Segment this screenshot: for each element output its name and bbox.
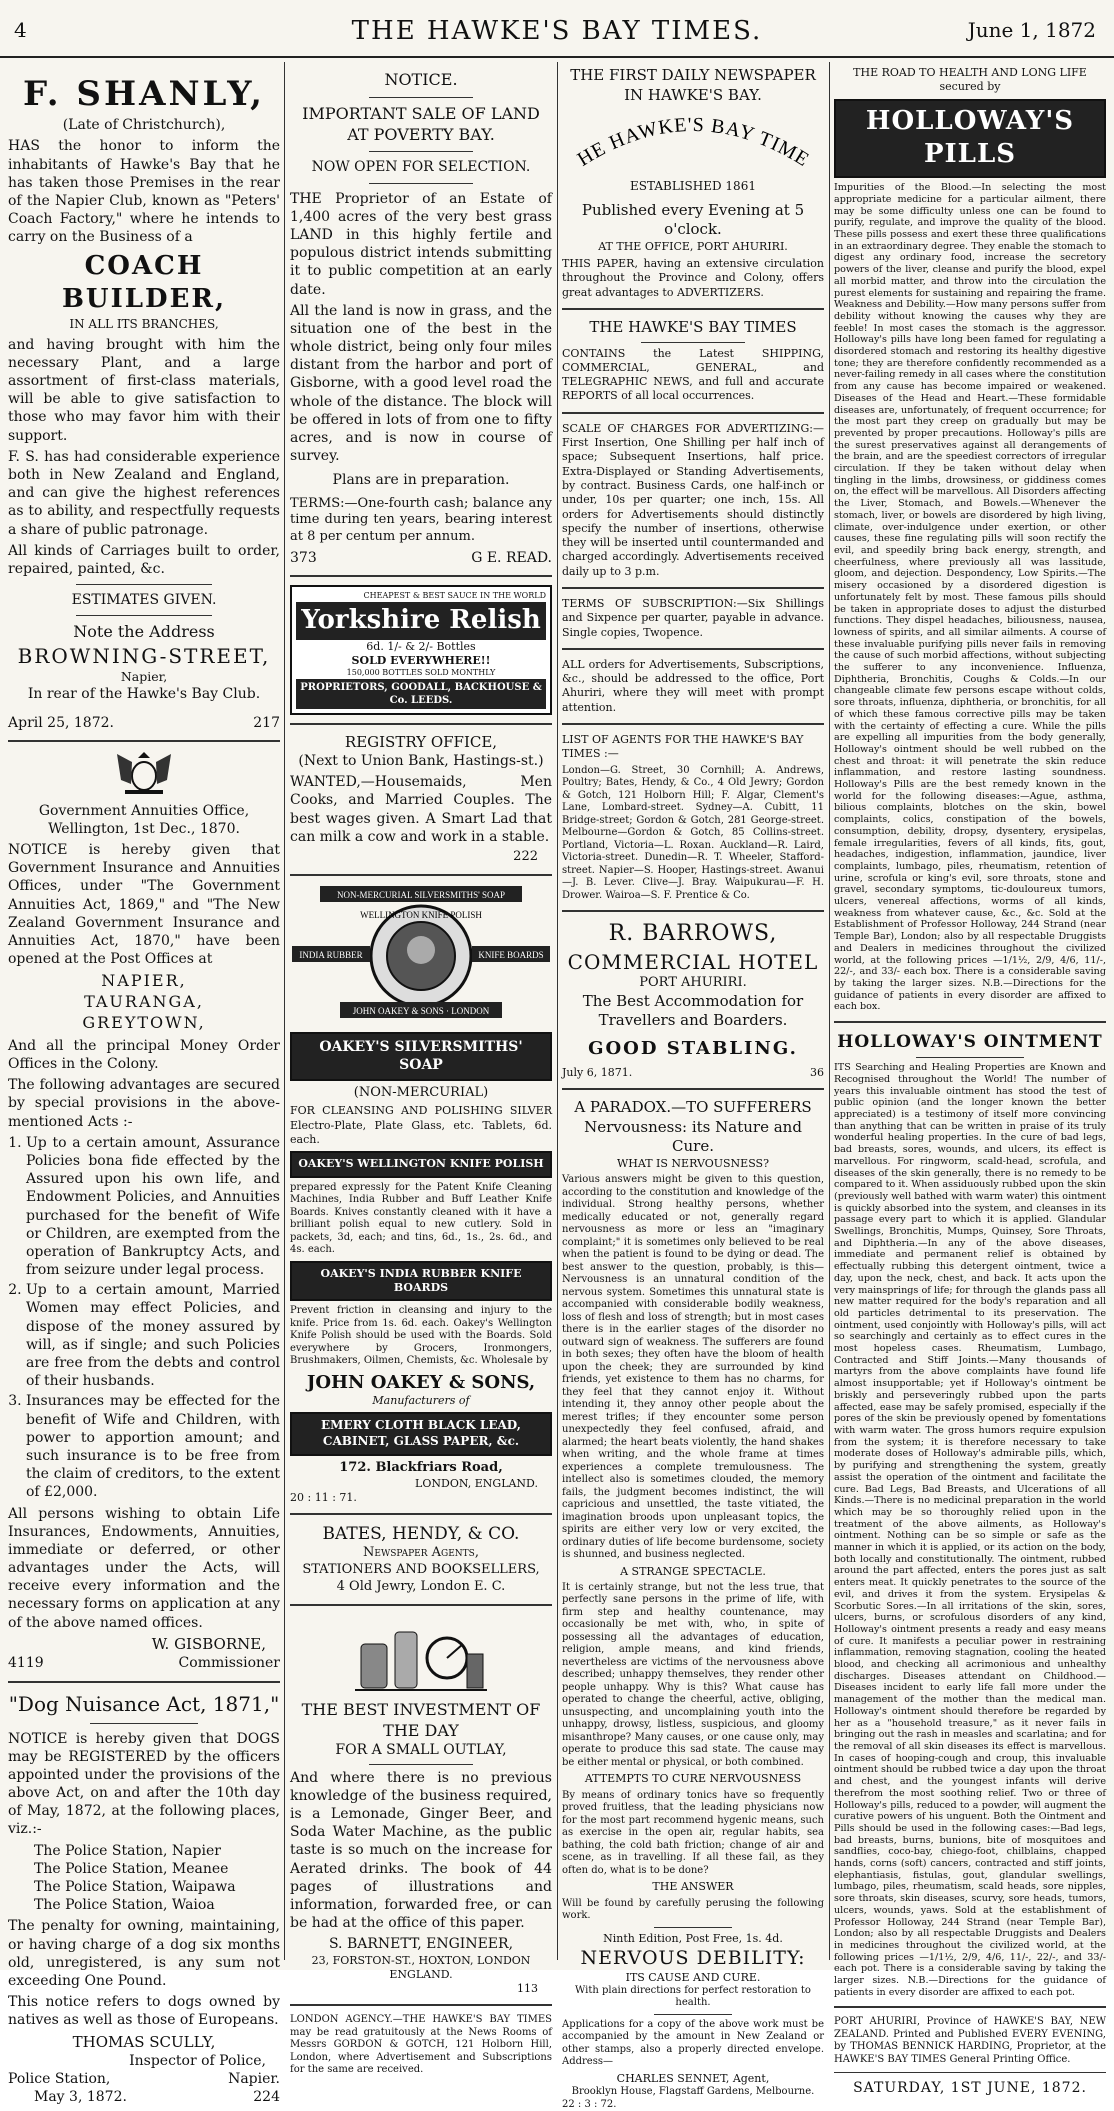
advert-apply: Applications for a copy of the above work must be accompanied by the amount in New Zealand or other stamps, also a properly directed envelope. Address—: [562, 2018, 824, 2068]
notice-places: [8, 1842, 280, 1915]
divider: [562, 910, 824, 912]
advert-subtitle: FOR A SMALL OUTLAY,: [335, 1742, 507, 1759]
divider: [290, 1604, 552, 1606]
advert-dateline: [562, 1066, 824, 1080]
list-item: The Police Station, Napier: [34, 1842, 221, 1859]
advert-note: Note the Address: [73, 622, 215, 642]
divider: [562, 587, 824, 589]
divider: [916, 1057, 1025, 1058]
divider: [290, 575, 552, 577]
divider: [369, 97, 474, 98]
notice-place-date: Wellington, 1st Dec., 1870.: [48, 820, 240, 837]
advert-stabling: GOOD STABLING.: [588, 1037, 798, 1059]
barrows-advert: [562, 920, 824, 1080]
advert-body: It is certainly strange, but not the less true, that perfectly sane persons in the prime of life, with firm step and healthy countenance, may occasionally be met with, who, in spite of possessing all the advantages of education, religion, ample means, and kind friends, nevertheless are victims of the nervousness above described; unhappy themselves, they render other people unhappy. Why is this? What cause has operated to change the cheerful, active, obliging, unsuspecting, and uncomplaining youth into the unhappy, drowsy, listless, suspicious, and gloomy misanthrope? Many causes, or one cause only, may operate to produce this sad state. The cause may be either mental or physical, or both combined.: [562, 1581, 824, 1768]
notice-footer: [8, 1654, 280, 1672]
list-item: 3. Insurances may be effected for the benefit of Wife and Children, with power to apportion amount; and such insurance is to be free from the claim of creditors, to the extent of £2,000.: [26, 1392, 280, 1501]
arch-text: HE HAWKE'S BAY TIME: [573, 113, 814, 172]
section-heading: WHAT IS NERVOUSNESS?: [616, 1156, 769, 1170]
road-to-health: THE ROAD TO HEALTH AND LONG LIFE secured by: [853, 66, 1087, 94]
column-4: [834, 62, 1106, 2097]
notice-station: [8, 2070, 280, 2088]
yorkshire-relish-advert: [290, 585, 552, 714]
advert-title: A PARADOX.—TO SUFFERERS: [574, 1098, 812, 1117]
advert-address: 23, FORSTON-ST., HOXTON, LONDON ENGLAND.: [311, 1953, 531, 1981]
advert-number: 36: [810, 1066, 824, 1080]
divider: [562, 648, 824, 650]
issue-date: June 1, 1872: [967, 18, 1096, 42]
notice-town: GREYTOWN,: [82, 1013, 206, 1033]
royal-crest-icon: [109, 750, 179, 796]
advert-number: 222: [513, 849, 538, 865]
notice-body: All the land is now in grass, and the situation one of the best in the whole district, being only four miles distant from the harbor and port of Gisborne, with a good level road the whole of the distance. The block will be offered in lots of from one to fifty acres, and is now in course of survey.: [290, 302, 552, 465]
advert-title: REGISTRY OFFICE,: [344, 732, 498, 751]
office-line: AT THE OFFICE, PORT AHURIRI.: [598, 239, 788, 253]
notice-body: The penalty for owning, maintaining, or having charge of a dog six months old, unregistered, is any sum not exceeding One Pound.: [8, 1918, 280, 1989]
relish-tagline: CHEAPEST & BEST SAUCE IN THE WORLD: [363, 591, 546, 601]
advert-body: The Best Accommodation for Travellers and Boarders.: [582, 991, 804, 1030]
advert-street: BROWNING-STREET,: [17, 644, 271, 669]
shanly-advert: [8, 72, 280, 732]
agents-list: London—G. Street, 30 Cornhill; A. Andrews, Poultry; Bates, Hendy, & Co., 4 Old Jewry; Gordon & Gotch, 121 Holborn Hill; F. Algar, Clement's Lane, Lombard-street. Sydney—A. Cubitt, 11 Bridge-street; Gordon & Gotch, 281 George-street. Melbourne—Gordon & Gotch, 85 Collins-street. Portland, Victoria—L. Roxan. Auckland—R. Laird, Victoria-street. Dunedin—R. T. Wheeler, Stafford-street. Napier—S. Hooper, Hastings-street. Awanui—J. B. Lever. Clive—J. Bray. Waipukurau—F. H. Drower. Wairoa—S. F. Prentice & Co.: [562, 764, 824, 901]
bates-hendy-advert: [290, 1523, 552, 1596]
oakey-polish-banner: OAKEY'S WELLINGTON KNIFE POLISH: [290, 1151, 552, 1177]
notice-signer: THOMAS SCULLY,: [72, 2032, 216, 2051]
notice-list: [26, 1134, 280, 1502]
book-subtitle: ITS CAUSE AND CURE.: [625, 1970, 761, 1984]
oakey-polish-body: prepared expressly for the Patent Knife Cleaning Machines, India Rubber and Buff Leather Knife Boards. Knives constantly cleaned with it have a brilliant polish equal to new cutlery. Sold in packets, 3d, each; and tins, 6d., 1s., 2s. 6d., and 4s. each.: [290, 1181, 552, 1256]
advert-place: PORT AHURIRI.: [639, 974, 747, 990]
advert-agent: CHARLES SENNET, Agent,: [616, 2071, 770, 2085]
divider: [290, 2004, 552, 2006]
column-2: [290, 62, 552, 2076]
oakey-manuf: Manufacturers of: [372, 1394, 470, 1408]
dog-nuisance-notice: [8, 1691, 280, 2107]
divider: [369, 1764, 474, 1765]
divider: [562, 412, 824, 414]
notice-body: THE Proprietor of an Estate of 1,400 acres of the very best grass LAND in this highly fertile and populous district intends submitting it to public competition at an early date.: [290, 190, 552, 298]
advert-body: All kinds of Carriages built to order, repaired, painted, &c.: [8, 542, 280, 577]
notice-terms: TERMS:—One-fourth cash; balance any time during ten years, bearing interest at 8 per centum per annum.: [290, 495, 552, 545]
holloways-pills-banner: HOLLOWAY'S PILLS: [834, 99, 1106, 179]
advert-line: 4 Old Jewry, London E. C.: [336, 1578, 506, 1594]
page-number: 4: [14, 18, 27, 42]
advert-name: R. BARROWS,: [608, 921, 778, 947]
list-item: The Police Station, Meanee: [34, 1860, 229, 1877]
divider: [369, 151, 474, 152]
notice-subtitle: NOW OPEN FOR SELECTION.: [311, 159, 531, 176]
divider: [8, 1681, 280, 1683]
advert-line: STATIONERS AND BOOKSELLERS,: [302, 1562, 540, 1578]
oakey-boards-banner: OAKEY'S INDIA RUBBER KNIFE BOARDS: [290, 1261, 552, 1302]
notice-number: 373: [290, 550, 317, 567]
notice-body: The following advantages are secured by special provisions in the above-mentioned Acts :-: [8, 1077, 280, 1130]
relish-sold: SOLD EVERYWHERE!!: [351, 653, 491, 667]
notice-town: Napier.: [228, 2071, 280, 2088]
notice-dateline: [8, 2088, 280, 2106]
advert-title: BATES, HENDY, & CO.: [322, 1524, 520, 1545]
oakey-soap-body: FOR CLEANSING AND POLISHING SILVER Electro-Plate, Plate Glass, etc. Tablets, 6d. each.: [290, 1104, 552, 1147]
masthead: [0, 0, 1114, 58]
advert-branches: IN ALL ITS BRANCHES,: [69, 317, 219, 332]
advert-town: Napier,: [120, 669, 168, 685]
advert-number: 217: [253, 714, 280, 731]
land-sale-notice: [290, 70, 552, 567]
section-heading: A STRANGE SPECTACLE.: [620, 1564, 766, 1578]
section-heading: THE ANSWER: [652, 1880, 734, 1894]
first-daily-line: THE FIRST DAILY NEWSPAPER: [570, 66, 816, 84]
divider: [562, 1088, 824, 1090]
notice-town: TAURANGA,: [84, 992, 204, 1012]
advert-line: Newspaper Agents,: [363, 1545, 479, 1561]
registry-office-advert: [290, 733, 552, 866]
notice-plans: Plans are in preparation.: [332, 472, 510, 489]
medal-text: KNIFE BOARDS: [478, 949, 544, 960]
advert-subtitle: (Next to Union Bank, Hastings-st.): [298, 753, 544, 770]
notice-office: Government Annuities Office,: [38, 802, 250, 819]
medal-text: INDIA RUBBER: [299, 949, 363, 960]
list-item: The Police Station, Waipawa: [34, 1879, 236, 1895]
divider: [76, 584, 212, 585]
advert-body: HAS the honor to inform the inhabitants of Hawke's Bay that he has taken those Premises in the rear of the Napier Club, known as "Peters' Coach Factory," where he intends to carry on the Business of a: [8, 138, 280, 246]
notice-date: May 3, 1872.: [34, 2089, 127, 2106]
advert-title: THE BEST INVESTMENT OF THE DAY: [301, 1699, 541, 1740]
divider: [369, 183, 474, 184]
advertising-scale: SCALE OF CHARGES FOR ADVERTIZING:— First Insertion, One Shilling per half inch of space; Subsequent Insertions, half price. Extra-Displayed or Standing Advertisements, by contract. Business Cards, one half-inch or under, 10s per quarter; one inch, 15s. All orders for Advertisements should distinctly specify the number of insertions, otherwise they will be inserted until countermanded and charged accordingly. Advertisements received daily up to 3 p.m.: [562, 421, 824, 578]
divider: [76, 615, 212, 616]
notice-signer: G E. READ.: [471, 550, 552, 567]
oakey-code: 20 : 11 : 71.: [290, 1490, 357, 1504]
established-line: ESTABLISHED 1861: [630, 179, 756, 194]
relish-price: 6d. 1/- & 2/- Bottles: [366, 639, 476, 653]
medal-text: WELLINGTON KNIFE POLISH: [360, 909, 482, 920]
oakey-address: 172. Blackfriars Road,: [339, 1459, 503, 1475]
advert-rear: In rear of the Hawke's Bay Club.: [27, 686, 261, 703]
oakey-firm: JOHN OAKEY & SONS,: [306, 1371, 536, 1393]
divider: [654, 1927, 733, 1928]
footer-date: SATURDAY, 1ST JUNE, 1872.: [853, 2080, 1087, 2097]
advert-subtitle: (Late of Christchurch),: [62, 117, 226, 134]
oakey-soap-banner: OAKEY'S SILVERSMITHS' SOAP: [290, 1032, 552, 1080]
advert-name: F. SHANLY,: [23, 74, 265, 114]
advert-number: 22 : 3 : 72.: [562, 2098, 617, 2110]
agents-title: LIST OF AGENTS FOR THE HAWKE'S BAY TIMES :—: [562, 733, 804, 761]
section-heading: ATTEMPTS TO CURE NERVOUSNESS: [584, 1772, 802, 1786]
divider: [8, 740, 280, 742]
notice-title: "Dog Nuisance Act, 1871,": [8, 1691, 280, 1716]
annuities-notice: [8, 750, 280, 1673]
book-title: NERVOUS DEBILITY:: [580, 1946, 806, 1969]
advert-body: Will be found by carefully perusing the following work.: [562, 1897, 824, 1922]
paper-body: THIS PAPER, having an extensive circulation throughout the Province and Colony, offers great advantages to ADVERTIZERS.: [562, 257, 824, 299]
published-line: Published every Evening at 5 o'clock.: [581, 200, 805, 239]
relish-monthly: 150,000 BOTTLES SOLD MONTHLY: [346, 668, 496, 678]
column-rule: [557, 62, 558, 1960]
orders-notice: ALL orders for Advertisements, Subscriptions, &c., should be addressed to the office, Port Ahuriri, where they will meet with prompt attention.: [562, 657, 824, 714]
notice-signer-title: Inspector of Police,: [129, 2053, 266, 2069]
list-item: 1. Up to a certain amount, Assurance Policies bona fide effected by the Assured upon his own life, and Endowment Policies, and Annuities purchased for the benefit of Wife or Children, are exempted from the operation of Bankruptcy Acts, and from seizure under legal process.: [26, 1134, 280, 1280]
divider: [834, 1021, 1106, 1023]
notice-town: NAPIER,: [101, 971, 187, 991]
ointment-title: HOLLOWAY'S OINTMENT: [837, 1032, 1103, 1053]
advert-date: April 25, 1872.: [8, 714, 114, 731]
first-daily-line: IN HAWKE'S BAY.: [624, 85, 762, 104]
oakey-medallion-illustration: [290, 884, 552, 1024]
advert-body: By means of ordinary tonics have so frequently proved fruitless, that the leading physicians now for the most part recommend hygenic means, such as exercise in the open air, regular habits, sea bathing, the cold bath friction; change of air and scene, as in travelling. If all these fail, as they often do, what is to be done?: [562, 1789, 824, 1876]
nervousness-advert: [562, 1098, 824, 2111]
medal-text: NON-MERCURIAL SILVERSMITHS' SOAP: [337, 889, 505, 900]
hbt-body: CONTAINS the Latest SHIPPING, COMMERCIAL, GENERAL, and TELEGRAPHIC NEWS, and full and accurate REPORTS of all local occurrences.: [562, 346, 824, 403]
divider: [290, 874, 552, 876]
advert-body: WANTED,—Housemaids, Men Cooks, and Married Couples. The best wages given. A Smart Lad that can milk a cow and work in a stable.: [290, 774, 552, 845]
divider: [562, 723, 824, 725]
advert-agent-address: Brooklyn House, Flagstaff Gardens, Melbourne.: [571, 2086, 815, 2098]
advert-trade: COACH BUILDER,: [61, 250, 227, 315]
notice-station-label: Police Station,: [8, 2071, 111, 2088]
notice-heading: NOTICE.: [384, 70, 458, 89]
oakey-advert: [290, 884, 552, 1505]
oakey-emery-banner: EMERY CLOTH BLACK LEAD, CABINET, GLASS PAPER, &c.: [290, 1412, 552, 1455]
divider: [90, 1723, 199, 1724]
relish-proprietors: PROPRIETORS, GOODALL, BACKHOUSE & Co. LEEDS.: [296, 679, 546, 709]
book-desc: With plain directions for perfect restoration to health.: [575, 1984, 811, 2009]
divider: [834, 2006, 1106, 2008]
notice-number: 4119: [8, 1655, 44, 1672]
column-rule: [829, 62, 830, 1960]
paper-title-arch: [562, 105, 824, 175]
notice-body: NOTICE is hereby given that DOGS may be REGISTERED by the officers appointed under the provisions of the above Act, on and after the 10th day of May, 1872, at the following places, viz.:-: [8, 1730, 280, 1838]
divider: [562, 308, 824, 310]
oakey-nonmerc: (NON-MERCURIAL): [353, 1084, 489, 1100]
advert-body: F. S. has had considerable experience both in New Zealand and England, and can give the highest references as to ability, and respectfully requests a share of public patronage.: [8, 448, 280, 538]
notice-body: NOTICE is hereby given that Government Insurance and Annuities Offices, under "The Government Annuities Act, 1869," and "The New Zealand Government Insurance and Annuities Act, 1870," have been opened at the Post Offices at: [8, 842, 280, 968]
svg-text:THE HAWKE'S BAY TIMES: [562, 105, 813, 171]
list-item: The Police Station, Waioa: [34, 1897, 215, 1914]
soda-machine-illustration: [351, 1614, 491, 1694]
advert-number: 113: [517, 1982, 538, 1996]
printer-imprint: PORT AHURIRI, Province of HAWKE'S BAY, NEW ZEALAND. Printed and Published EVERY EVENING, by THOMAS BENNICK HARDING, Proprietor, at the HAWKE'S BAY TIMES General Printing Office.: [834, 2016, 1106, 2065]
notice-body: All persons wishing to obtain Life Insurances, Endowments, Annuities, immediate or deferred, or other advantages under the Acts, will receive every information and the necessary forms on application at any of the above named offices.: [8, 1505, 280, 1631]
oakey-city: LONDON, ENGLAND.: [415, 1476, 538, 1490]
notice-body: And all the principal Money Order Offices in the Colony.: [8, 1037, 280, 1072]
book-edition: Ninth Edition, Post Free, 1s. 4d.: [603, 1931, 783, 1945]
newspaper-title: THE HAWKE'S BAY TIMES.: [351, 16, 763, 46]
advert-body: Various answers might be given to this question, according to the constitution and knowledge of the individual. Strong healthy persons, whether medically educated or not, generally regard nervousness as more or less an "imaginary complaint;" it is sometimes only believed to be real when the patient is found to be dying or dead. The best answer to the question, probably, is this—Nervousness is an unnatural condition of the nervous system. Sometimes this unnatural state is accompanied with considerable bodily weakness, loss of flesh and loss of strength; but in most cases there is in the earlier stages of the disorder no outward sign of weakness. The sufferers are found in both sexes; they often have the bloom of health upon the cheek; they are surrounded by kind friends, yet existence to them has no charms, for they feel that they cannot enjoy it. Without intending it, they annoy other people about the merest trifles; if they encounter some person unexpectedly they feel confused, afraid, and alarmed; the heart beats violently, the hand shakes when writing, and the whole frame at times experiences a complete tremulousness. The intellect also is sometimes clouded, the memory fails, the judgment becomes indistinct, the will capricious and unsettled, the taste vitiated, the imagination broods upon unpleasant topics, the spirits are either very low or very excited, the ordinary duties of life become burdensome, society is shunned, and business neglected.: [562, 1174, 824, 1561]
column-3: [562, 62, 824, 2110]
column-rule: [284, 62, 285, 1960]
advert-estimates: ESTIMATES GIVEN.: [71, 592, 217, 609]
pills-body: Impurities of the Blood.—In selecting the most appropriate medicine for a particular ailment, there may be some difficulty unless one can be found to purify, regulate, and improve the quality of the blood. These pills possess and exert these three qualifications in an extraordinary degree. They enable the stomach to digest any ordinary food, increase the secretory powers of the liver, cleanse and purify the blood, expel all morbid matter, and throw into the circulation the purest elements for sustaining and repairing the frame. Weakness and Debility.—How many persons suffer from debility without knowing the causes why they are feeble! In most cases the stomach is the aggressor. Holloway's pills have long been famed for regulating a disordered stomach and restoring its healthy digestive tone; they are therefore confidently recommended as a never-failing remedy in all cases where the constitution from any cause has become impaired or weakened. Diseases of the Head and Heart.—These formidable diseases are, unfortunately, of frequent occurrence; for the most part they creep on gradually but may be prevented by proper precautions. Holloway's pills are the surest preservatives against all derangements of the brain, and are the speediest correctors of irregular circulation. If they be taken without delay when tingling in the limbs, drowsiness, or giddiness comes on, the effect will be marvellous. All Disorders affecting the Liver, Stomach, and Bowels.—Whenever the stomach, liver, or bowels are disordered by high living, climate, over-indulgence under exertion, or other causes, these fine regulating pills will soon rectify the evil, and speedily bring back energy, strength, and cheerfulness, where previously all was lassitude, gloom, and dejection. Despondency, Low Spirits.—The misery occasioned by a disordered digestion is unfortunately felt by most. These famous pills should be taken in appropriate doses to adjust the disturbed functions. They dispel headaches, biliousness, nausea, lowness of spirits, and all similar ailments. A course of these invaluable purifying pills never fails in removing the cause of such morbid affections, without subjecting the sufferer to any inconvenience. Influenza, Diphtheria, Bronchitis, Coughs & Colds.—In our changeable climate few persons escape without colds, sore throats, influenza, diphtheria, or bronchitis, for all of which these famous corrective pills may be taken with the certainty of effecting a cure. While the pills are expelling all impurities from the body generally, Holloway's ointment should be well rubbed on the chest and throat: it will penetrate the skin reduce inflammation, and restore lasting soundness. Holloway's Pills are the best remedy known in the world for the following diseases:—Ague, asthma, bilious complaints, blotches on the skin, bowel complaints, colics, constipation of the bowels, consumption, debility, dropsy, dysentery, erysipelas, female irregularities, fevers of all kinds, fits, gout, headaches, indigestion, inflammation, jaundice, liver complaints, lumbago, piles, rheumatism, retention of urine, scrofula or king's evil, sore throats, stone and gravel, secondary symptoms, tic-douloureux tumors, ulcers, venereal affections, worms of all kinds, weakness from whatever cause, &c., &c. Sold at the Establishment of Professor Holloway, 244 Strand (near Temple Bar), London; also by all respectable Druggists and Dealers in medicines throughout the civilized world, at the following prices —1/1½, 2/9, 4/6, 11/-, 22/-, and 33/- each box. There is a considerable saving by taking the larger sizes. N.B.—Directions for the guidance of patients in every disorder are affixed to each box.: [834, 182, 1106, 1013]
advert-dateline: [8, 714, 280, 732]
advert-date: July 6, 1871.: [562, 1066, 633, 1080]
divider: [641, 342, 746, 343]
divider: [834, 2072, 1106, 2073]
notice-signer-title: Commissioner: [178, 1655, 280, 1672]
advert-body: and having brought with him the necessary Plant, and a large assortment of first-class materials, will be able to give satisfaction to those who may favor him with their support.: [8, 336, 280, 444]
notice-signer: W. GISBORNE,: [151, 1634, 266, 1653]
divider: [654, 2014, 733, 2015]
oakey-boards-body: Prevent friction in cleansing and injury to the knife. Price from 1s. 6d. each. Oakey's Wellington Knife Polish should be used with the Boards. Sold everywhere by Grocers, Ironmongers, Brushmakers, Oilmen, Chemists, &c. Wholesale by: [290, 1305, 552, 1367]
barnett-advert: [290, 1614, 552, 1997]
hbt-title: THE HAWKE'S BAY TIMES: [589, 318, 797, 337]
divider: [290, 1513, 552, 1515]
divider: [290, 723, 552, 725]
notice-number: 224: [253, 2089, 280, 2106]
list-item: 2. Up to a certain amount, Married Women may effect Policies, and dispose of the money assured by will, as if single; and such Policies are free from the debts and control of their husbands.: [26, 1281, 280, 1390]
subscription-terms: TERMS OF SUBSCRIPTION:—Six Shillings and Sixpence per quarter, payable in advance. Single copies, Twopence.: [562, 596, 824, 639]
advert-hotel: COMMERCIAL HOTEL: [567, 949, 819, 974]
notice-footer: [290, 549, 552, 567]
notice-body: This notice refers to dogs owned by natives as well as those of Europeans.: [8, 1994, 280, 2029]
ointment-body: ITS Searching and Healing Properties are Known and Recognised throughout the World! The number of years this invaluable ointment has stood the test of public opinion (and the longer known the better appreciated) is a testimony of itself more convincing than anything that can be written in praise of its truly wonderful healing properties. In the cure of bad legs, bad breasts, sores, wounds, and ulcers, its effect is marvellous. For ringworm, scald-head, scrofula, and diseases of the skin generally, there is no remedy to be compared to it. When assiduously rubbed upon the skin (previously well bathed with warm water) this ointment is quickly absorbed into the system, and cleanses in its passage every part to which it is applied. Glandular Swellings, Bronchitis, Mumps, Quinsey, Sore Throats, and Diphtheria.—In any of the above diseases, immediate and permanent relief is obtained by effectually rubbing this detergent ointment, twice a day, upon the neck, chest, and back. It acts upon the very mainsprings of life; for through the glands pass all new matter required for the body's reparation and all old particles detrimental to its preservation. The ointment, used conjointly with Holloway's pills, will act so searchingly and certainly as to effect cures in the most hopeless cases. Rheumatism, Lumbago, Contracted and Stiff Joints.—Many thousands of martyrs from the above complaints have found life almost insupportable; yet if Holloway's ointment be briskly and perseveringly rubbed upon the parts affected, ease may be safely promised, especially if the pores of the skin be previously opened by fomentations with warm water. The gross humors require expulsion from the system; it is therefore necessary to take moderate doses of Holloway's admirable pills, which, by purifying and strengthening the system, greatly assist the operation of the ointment and facilitate the cure. Bad Legs, Bad Breasts, and Ulcerations of all Kinds.—There is no medicinal preparation in the world which may be so thoroughly relied upon in the treatment of the above ailments, as Holloway's ointment. Nothing can be so simple or safe as the manner in which it is applied, or its action on the body, both locally and constitutionally. The ointment, rubbed around the part affected, enters the pores just as salt enters meat. It quickly penetrates to the source of the evil, and drives it from the system. Erysipelas & Scorbutic Sores.—In all irritations of the skin, sores, ulcers, burns, or scrofulous disorders of any kind, Holloway's ointment presents a ready and easy means of cure. It manifests a peculiar power in restraining inflammation, removing stagnation, cooling the heated blood, and checking all acrimonious and unhealthy discharges. Diseases attendant on Childhood.—Diseases incident to early life fall more under the management of the mother than the medical man. Holloway's ointment should therefore be regarded by her as a "household treasure," as it never fails in bringing out the rash in measles and scarlatina; and for the removal of all skin diseases its effect is marvellous. In cases of hooping-cough and croup, this invaluable ointment should be rubbed twice a day upon the throat and chest, and the youngest infants will derive therefrom the most soothing relief. Two or three of Holloway's pills, reduced to a powder, will augment the curative powers of his unguent. Both the Ointment and Pills should be used in the following cases:—Bad legs, bad breasts, burns, bunions, bite of mosquitoes and sandflies, coco-bay, chiego-foot, chilblains, chapped hands, corns (soft) cancers, contracted and stiff joints, elephantiasis, fistulas, gout, glandular swellings, lumbago, piles, rheumatism, scald heads, sore nipples, sore throats, skin diseases, scurvy, sore heads, tumors, ulcers, wounds, yaws. Sold at the establishment of Professor Holloway, 244 Strand (near Temple Bar), London; also by all respectable Druggists and Dealers in medicines throughout the civilized world, at the following prices —1/1½, 2/9, 4/6, 11/-, 22/-, and 33/- each pot. There is a considerable saving by taking the larger sizes. N.B.—Directions for the guidance of patients in every disorder are affixed to each pot.: [834, 1062, 1106, 1998]
london-agency-notice: LONDON AGENCY.—THE HAWKE'S BAY TIMES may be read gratuitously at the News Rooms of Messrs GORDON & GOTCH, 121 Holborn Hill, London, where Advertisement and Subscriptions for the same are received.: [290, 2014, 552, 2076]
notice-title: IMPORTANT SALE OF LAND AT POVERTY BAY.: [302, 103, 540, 144]
advert-subtitle: Nervousness: its Nature and Cure.: [584, 1117, 802, 1156]
advert-body: And where there is no previous knowledge of the business required, is a Lemonade, Ginger Beer, and Soda Water Machine, as the public taste is so much on the increase for Aerated drinks. The book of 44 pages of illustrations and information, forwarded free, or can be had at the office of this paper.: [290, 1769, 552, 1932]
relish-brand: Yorkshire Relish: [296, 602, 546, 640]
medal-text: JOHN OAKEY & SONS · LONDON: [352, 1005, 490, 1016]
column-1: [8, 62, 280, 2106]
advert-signer: S. BARNETT, ENGINEER,: [328, 1936, 514, 1953]
